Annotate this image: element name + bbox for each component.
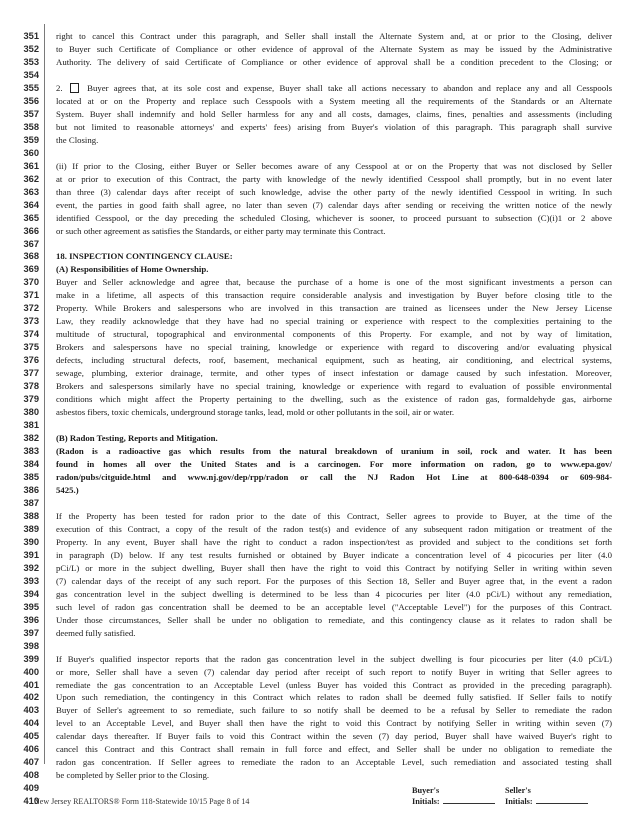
text-run: the Closing. [56,134,99,145]
line-text [56,367,612,380]
contract-line [0,445,638,458]
contract-line [0,328,638,341]
buyer-initials-block [412,785,495,807]
line-number: 368 [23,251,39,262]
contract-line [0,497,638,510]
line-number: 396 [23,614,39,625]
text-run: execution of this Contract, a copy of the result of the radon test(s) and evidence of any subsequent radon mitigation or treatment of the [56,523,612,534]
line-number: 351 [23,31,39,41]
line-number: 403 [23,705,39,716]
bold-text: (A) Responsibilities of Home Ownership. [56,264,209,275]
line-number: 373 [23,316,39,327]
line-number: 395 [23,601,39,612]
line-text [56,717,612,730]
contract-line [0,653,638,666]
contract-line [0,121,638,134]
line-text [56,653,612,666]
contract-line [0,380,638,393]
contract-line [0,160,638,173]
text-run: defects, including structural defects, roof, basement, mechanical equipment, such as heating, air conditioning, and electrical systems, [56,355,612,366]
line-text [56,562,612,575]
line-number: 381 [23,420,39,431]
contract-line [0,95,638,108]
contract-line [0,717,638,730]
text-run: located at or on the Property and replace such Cesspools with a System meeting all the requirements of the Standards or an Alternate [56,95,612,106]
contract-line [0,56,638,69]
line-text [56,302,612,315]
line-number: 393 [23,575,39,586]
line-text [56,704,612,717]
text-run: make in a lifetime, all aspects of this transaction require considerable analysis and investigation by Buyer before closing title to the [56,290,612,301]
form-footer: New Jersey REALTORS® Form 118-Statewide 10/15 Page 8 of 14 [34,797,250,806]
contract-line [0,704,638,717]
line-text [56,250,612,263]
bold-text: radon/pubs/citguide.html and www.nj.gov/dep/rpp/radon or call the NJ Radon Hot Line at 800-648-0394 or 609-984- [56,471,612,482]
contract-line [0,471,638,484]
line-text [56,393,612,406]
contract-line [0,212,638,225]
line-number: 374 [23,329,39,340]
line-number: 371 [23,290,39,301]
contract-line [0,510,638,523]
text-run: to Buyer such Certificate of Compliance or other evidence of approval of the Alternate System as may be issued by the Administrative [56,43,612,54]
contract-line [0,691,638,704]
line-text [56,756,612,769]
contract-line [0,679,638,692]
line-text [56,601,612,614]
text-run: Upon such remediation, the contingency in this Contract which relates to radon shall be deemed fully satisfied. If Seller fails to notify [56,692,612,703]
contract-line [0,134,638,147]
buyer-label: Buyer's [412,786,440,795]
text-run: gas concentration level in the subject dwelling is determined to be less than 4 picocuries per liter (4.0 pCi/L) without any remediation, [56,588,612,599]
line-text [56,173,612,186]
text-run: If the Property has been tested for radon prior to the date of this Contract, Seller agrees to provide to Buyer, at the time of the [56,510,612,521]
line-text [56,186,612,199]
line-text [56,315,612,328]
line-text [56,730,612,743]
contract-line [0,238,638,251]
line-number: 386 [23,484,39,495]
line-number: 406 [23,744,39,755]
contract-line [0,393,638,406]
buyer-initials-label: Initials: [412,797,440,806]
contract-line [0,354,638,367]
line-text [56,328,612,341]
line-text [56,82,612,95]
line-number: 352 [23,43,39,54]
line-text [56,536,612,549]
text-run: such level of radon gas concentration shall be deemed to be an acceptable level ("Acceptable Level") for the purposes of this Contract. [56,601,612,612]
text-run: 2. [56,82,68,93]
contract-line [0,108,638,121]
contract-line [0,43,638,56]
line-number: 357 [23,108,39,119]
line-text [56,212,612,225]
contract-line [0,575,638,588]
line-number: 409 [23,783,39,794]
contract-line [0,523,638,536]
line-number: 407 [23,757,39,768]
text-run: multitude of structural, topographical and environmental components of this Property. For example, and not by way of limitation, [56,329,612,340]
line-number: 387 [23,497,39,508]
line-number: 392 [23,562,39,573]
line-text [56,614,612,627]
line-text [56,484,612,497]
line-number: 405 [23,731,39,742]
line-number: 399 [23,653,39,664]
line-number: 408 [23,770,39,781]
line-text [56,406,612,419]
line-text [56,289,612,302]
contract-line [0,30,638,43]
seller-initials-label: Initials: [505,797,533,806]
option-checkbox[interactable] [70,83,79,93]
line-text [56,691,612,704]
contract-line [0,743,638,756]
seller-initials-block [505,785,588,807]
contract-line [0,147,638,160]
text-run: radon gas concentration. If Seller agrees to remediate the radon to an Acceptable Level, such remediation and associated testing shall [56,757,612,768]
text-run: event, the parties in good faith shall agree, no later than seven (7) calendar days after sending or receiving the written notice of the newly [56,199,612,210]
contract-line [0,484,638,497]
line-number: 389 [23,523,39,534]
text-run: but not limited to reasonable attorneys' and experts' fees) arising from Buyer's violation of this paragraph. This paragraph shall survive [56,121,612,132]
text-run: Buyer of Seller's agreement to so remediate, such failure to so notify shall be deemed to be a refusal by Seller to remediate the radon [56,705,612,716]
contract-line [0,315,638,328]
line-number: 366 [23,225,39,236]
contract-line [0,588,638,601]
bold-text: found in homes all over the United States and is a carcinogen. For more information on radon, go to www.epa.gov/ [56,459,612,469]
line-number: 404 [23,718,39,729]
line-number: 385 [23,471,39,482]
line-text [56,95,612,108]
text-run: conditions which might affect the Property pertaining to the dwelling, such as the existence of radon gas, formaldehyde gas, airborne [56,394,612,405]
text-run: or more, Seller shall have a seven (7) calendar day period after receipt of such report to notify Buyer in writing that Seller agrees to [56,666,612,677]
line-text [56,263,612,276]
line-text [56,199,612,212]
line-text [56,225,612,238]
line-number: 398 [23,640,39,651]
contract-line [0,69,638,82]
text-run: sewage, plumbing, exterior drainage, termite, and other types of insect infestation or damage caused by such infestation. Moreover, [56,368,612,379]
line-number: 383 [23,446,39,457]
contract-line [0,302,638,315]
text-run: (7) calendar days of the receipt of any such report. For the purposes of this Section 18, Seller and Buyer agree that, in the event a radon [56,575,612,586]
contract-line [0,627,638,640]
line-number: 354 [23,69,39,80]
contract-line [0,341,638,354]
line-text [56,549,612,562]
line-text [56,108,612,121]
line-number: 355 [23,82,39,93]
contract-line [0,225,638,238]
line-number: 365 [23,212,39,223]
text-run: level to an Acceptable Level, and Buyer shall then have the right to void this Contract by notifying Seller in writing within seven (7) [56,718,612,729]
line-number: 377 [23,368,39,379]
line-text [56,769,612,782]
line-number: 361 [23,160,39,171]
contract-line [0,406,638,419]
text-run: Property. While Brokers and salespersons who are involved in this transaction are trained as licensees under the New Jersey License [56,303,612,314]
line-text [56,43,612,56]
text-run: Brokers and salespersons have no special training, knowledge or experience with regard to discovering and/or evaluating physical [56,342,612,353]
line-text [56,30,612,43]
line-number: 391 [23,549,39,560]
line-text [56,588,612,601]
line-number: 401 [23,679,39,690]
text-run: cancel this Contract and this Contract shall remain in full force and effect, and Seller shall be under no obligation to remediate the [56,744,612,755]
line-text [56,627,612,640]
line-text [56,160,612,173]
seller-label: Seller's [505,786,531,795]
line-text [56,276,612,289]
line-number: 376 [23,355,39,366]
line-number: 397 [23,627,39,638]
text-run: pCi/L) or more in the subject dwelling, Buyer shall then have the right to void this Contract by notifying Seller in writing within seven [56,562,612,573]
line-number: 390 [23,536,39,547]
text-run: Authority. The delivery of said Certificate of Compliance or other evidence of approval shall be a condition precedent to the Closing; or [56,56,612,67]
line-number: 400 [23,666,39,677]
bold-text: (B) Radon Testing, Reports and Mitigation. [56,433,218,444]
text-run: than three (3) calendar days after receipt of such knowledge, advise the other party of the newly identified Cesspool in writing. In such [56,186,612,197]
text-run: right to cancel this Contract under this paragraph, and Seller shall install the Alternate System and, at or prior to the Closing, deliver [56,31,612,41]
line-text [56,523,612,536]
text-run: identified Cesspool, or the day preceding the scheduled Closing, whichever is sooner, to proceed pursuant to subsection (C)(i)1 or 2 above [56,212,612,223]
contract-line [0,756,638,769]
line-number: 364 [23,199,39,210]
text-run: Under those circumstances, Seller shall be under no obligation to remediate, and this contingency clause as it relates to radon shall be [56,614,612,625]
text-run: in paragraph (D) below. If any test results furnished or obtained by Buyer indicate a concentration level of 4 picocuries per liter (4.0 [56,549,612,560]
line-text [56,471,612,484]
contract-line [0,263,638,276]
text-run: asbestos fibers, toxic chemicals, underground storage tanks, lead, mold or other pollutants in the soil, air or water. [56,407,455,418]
text-run: Buyer and Seller acknowledge and agree that, because the purchase of a home is one of the most significant investments a person can [56,277,612,288]
contract-line [0,769,638,782]
contract-line [0,82,638,95]
line-text [56,458,612,471]
text-run: Buyer agrees that, at its sole cost and expense, Buyer shall take all actions necessary to abandon and replace any and all Cesspools [81,82,612,93]
bold-text: 18. INSPECTION CONTINGENCY CLAUSE: [56,251,233,262]
text-run: If Buyer's qualified inspector reports that the radon gas concentration level in the subject dwelling is four picocuries per liter (4.0 pCi/L) [56,653,612,664]
line-text [56,56,612,69]
line-number: 372 [23,303,39,314]
line-number: 402 [23,692,39,703]
line-text [56,354,612,367]
contract-line [0,601,638,614]
line-text [56,445,612,458]
line-text [56,666,612,679]
text-run: at or prior to execution of this Contract, the party with knowledge of the newly identified Cesspool shall promptly, but in no event later [56,173,612,184]
contract-line [0,173,638,186]
contract-line [0,640,638,653]
contract-line [0,549,638,562]
text-run: System. Buyer shall indemnify and hold Seller harmless for any and all costs, damages, claims, fines, penalties and assessments (including [56,108,612,119]
line-number: 356 [23,95,39,106]
line-number: 380 [23,407,39,418]
text-run: remediate the gas concentration to an Acceptable Level (unless Buyer has voided this Contract as provided in the preceding paragraph). [56,679,612,690]
bold-text: (Radon is a radioactive gas which results from the natural breakdown of uranium in soil, rock and water. It has been [56,446,612,457]
line-text [56,743,612,756]
line-number: 378 [23,381,39,392]
line-number: 359 [23,134,39,145]
text-run: be completed by Seller prior to the Closing. [56,770,210,781]
contract-line [0,730,638,743]
contract-line [0,458,638,471]
contract-line [0,432,638,445]
line-number: 394 [23,588,39,599]
buyer-initials-field[interactable] [443,803,495,804]
line-text [56,510,612,523]
line-number: 369 [23,264,39,275]
contract-line [0,419,638,432]
contract-line [0,276,638,289]
line-text [56,341,612,354]
line-number: 353 [23,56,39,67]
contract-line [0,250,638,263]
text-run: deemed fully satisfied. [56,627,136,638]
seller-initials-field[interactable] [536,803,588,804]
line-number: 382 [23,433,39,444]
line-number: 360 [23,147,39,158]
line-text [56,432,612,445]
line-number: 358 [23,121,39,132]
line-number: 388 [23,510,39,521]
line-text [56,380,612,393]
contract-line [0,666,638,679]
line-text [56,121,612,134]
text-run: or such other agreement as satisfies the Standards, or either party may terminate this Contract. [56,225,386,236]
contract-line [0,562,638,575]
text-run: calendar days thereafter. If Buyer fails to void this Contract within the seven (7) day period, Buyer shall have waived Buyer's right to [56,731,612,742]
line-number: 362 [23,173,39,184]
text-run: Property. In any event, Buyer shall have the right to conduct a radon inspection/test as provided and subject to the conditions set forth [56,536,612,547]
line-number: 410 [23,796,39,807]
line-number: 367 [23,238,39,249]
line-number: 375 [23,342,39,353]
contract-line [0,614,638,627]
line-number: 363 [23,186,39,197]
line-number: 384 [23,459,39,469]
contract-line [0,199,638,212]
line-number: 370 [23,277,39,288]
line-number: 379 [23,394,39,405]
text-run: (ii) If prior to the Closing, either Buyer or Seller becomes aware of any Cesspool at or on the Property that was not disclosed by Seller [56,160,612,171]
line-text [56,679,612,692]
line-text [56,575,612,588]
bold-text: 5425.) [56,484,79,495]
line-text [56,134,612,147]
contract-line [0,367,638,380]
contract-line [0,536,638,549]
text-run: Brokers and salespersons similarly have no special training, knowledge or experience with regard to evaluation of possible environmental [56,381,612,392]
text-run: Law, they readily acknowledge that they have had no special training or experience with respect to the complexities pertaining to the [56,316,612,327]
contract-line [0,289,638,302]
contract-line [0,186,638,199]
